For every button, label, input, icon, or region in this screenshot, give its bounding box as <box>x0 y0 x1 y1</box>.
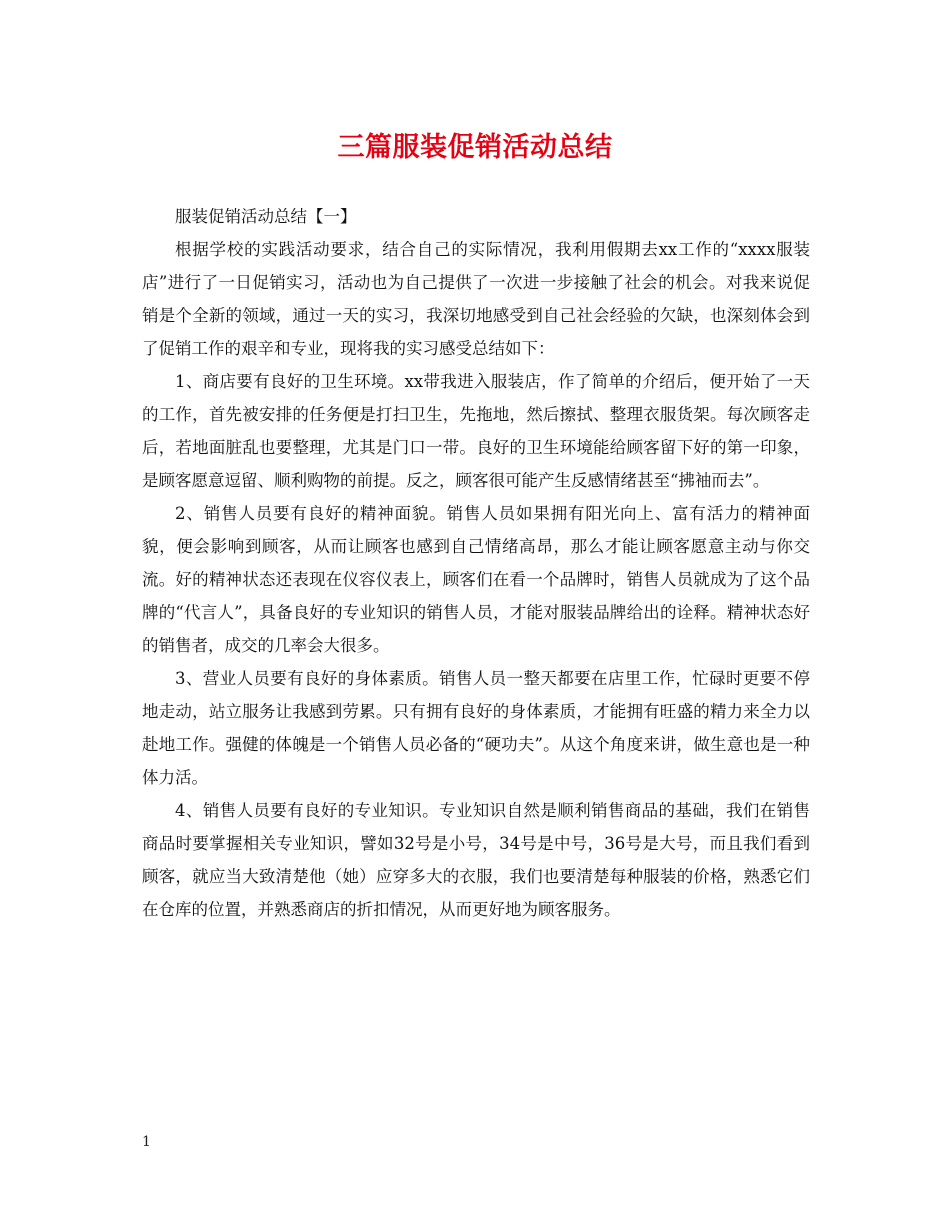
paragraph-knowledge: 4、销售人员要有良好的专业知识。专业知识自然是顺利销售商品的基础，我们在销售商品时要掌握相关专业知识，譬如32号是小号，34号是中号，36号是大号，而且我们看到顾客，就应当大致清楚他（她）应穿多大的衣服，我们也要清楚每种服装的价格，熟悉它们在仓库的位置，并熟悉商店的折扣情况，从而更好地为顾客服务。 <box>142 801 810 919</box>
paragraph-physical: 3、营业人员要有良好的身体素质。销售人员一整天都要在店里工作，忙碌时更要不停地走动，站立服务让我感到劳累。只有拥有良好的身体素质，才能拥有旺盛的精力来全力以赴地工作。强健的体魄是一个销售人员必备的“硬功夫”。从这个角度来讲，做生意也是一种体力活。 <box>142 669 810 787</box>
document-body <box>142 200 810 926</box>
paragraph-intro: 根据学校的实践活动要求，结合自己的实际情况，我利用假期去xx工作的“xxxx服装店”进行了一日促销实习，活动也为自己提供了一次进一步接触了社会的机会。对我来说促销是个全新的领域，通过一天的实习，我深切地感受到自己社会经验的欠缺，也深刻体会到了促销工作的艰辛和专业，现将我的实习感受总结如下： <box>142 240 810 358</box>
paragraph-spirit: 2、销售人员要有良好的精神面貌。销售人员如果拥有阳光向上、富有活力的精神面貌，便会影响到顾客，从而让顾客也感到自己情绪高昂，那么才能让顾客愿意主动与你交流。好的精神状态还表现在仪容仪表上，顾客们在看一个品牌时，销售人员就成为了这个品牌的“代言人”，具备良好的专业知识的销售人员，才能对服装品牌给出的诠释。精神状态好的销售者，成交的几率会大很多。 <box>142 504 810 655</box>
section-heading: 服装促销活动总结【一】 <box>175 207 357 226</box>
paragraph-hygiene: 1、商店要有良好的卫生环境。xx带我进入服装店，作了简单的介绍后，便开始了一天的工作，首先被安排的任务便是打扫卫生，先拖地，然后擦拭、整理衣服货架。每次顾客走后，若地面脏乱也要整理，尤其是门口一带。良好的卫生环境能给顾客留下好的第一印象，是顾客愿意逗留、顺利购物的前提。反之，顾客很可能产生反感情绪甚至“拂袖而去”。 <box>142 372 810 490</box>
document-title: 三篇服装促销活动总结 <box>337 132 613 163</box>
page-number: 1 <box>142 1134 151 1150</box>
